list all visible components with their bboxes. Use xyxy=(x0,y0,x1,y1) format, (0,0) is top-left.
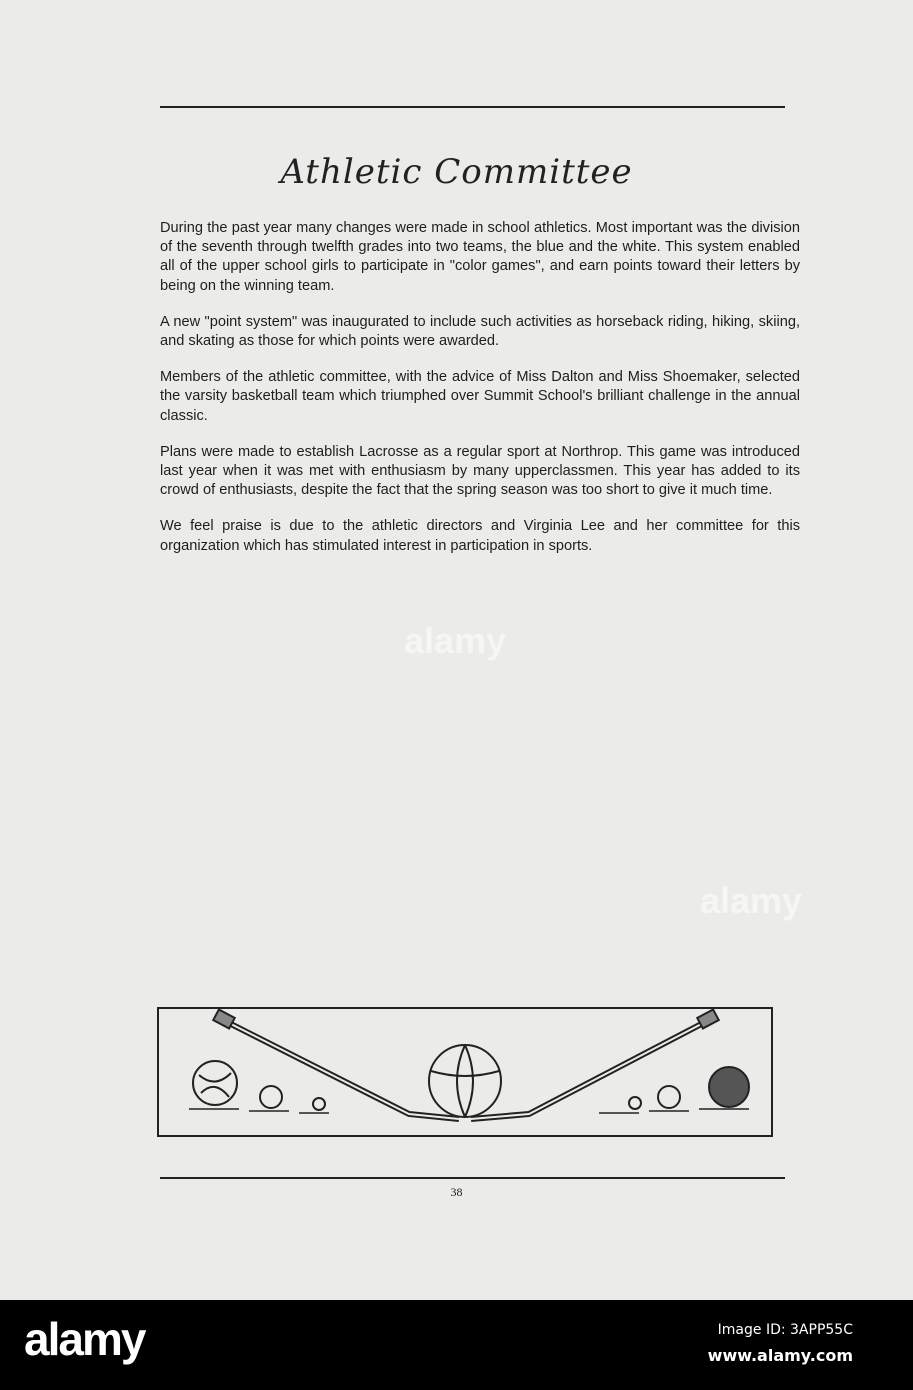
watermark: alamy xyxy=(404,620,507,661)
alamy-logo: alamy xyxy=(24,1313,145,1365)
top-rule xyxy=(160,106,785,108)
watermark: alamy xyxy=(700,880,803,921)
paragraph: During the past year many changes were made in school athletics. Most important was the division of the seventh through twelfth grades into two teams, the blue and the white. This system enabled all of the upper school girls to participate in "color games", and earn points toward their letters by being on the winning team. xyxy=(160,220,800,294)
paragraph: Plans were made to establish Lacrosse as a regular sport at Northrop. This game was introduced last year when it was met with enthusiasm by many upperclassmen. This year has added to its crowd of enthusiasts, despite the fact that the spring season was too short to give it much time. xyxy=(160,443,800,499)
stock-banner xyxy=(0,1300,913,1390)
body-text xyxy=(160,219,800,573)
paragraph: Members of the athletic committee, with the advice of Miss Dalton and Miss Shoemaker, selected the varsity basketball team which triumphed over Summit School's brilliant challenge in the annual classic. xyxy=(160,369,800,424)
page-title: Athletic Committee xyxy=(280,152,633,192)
lacrosse-sticks-and-balls-drawing xyxy=(159,1009,771,1135)
site-url: www.alamy.com xyxy=(707,1346,853,1365)
paragraph: A new "point system" was inaugurated to include such activities as horseback riding, hiking, skiing, and skating as those for which points were awarded. xyxy=(160,313,800,350)
bottom-rule xyxy=(160,1177,785,1179)
sports-illustration xyxy=(157,1007,773,1137)
paragraph: We feel praise is due to the athletic directors and Virginia Lee and her committee for this organization which has stimulated interest in participation in sports. xyxy=(160,518,800,554)
page-number: 38 xyxy=(450,1185,463,1199)
image-id: Image ID: 3APP55C xyxy=(717,1322,853,1338)
